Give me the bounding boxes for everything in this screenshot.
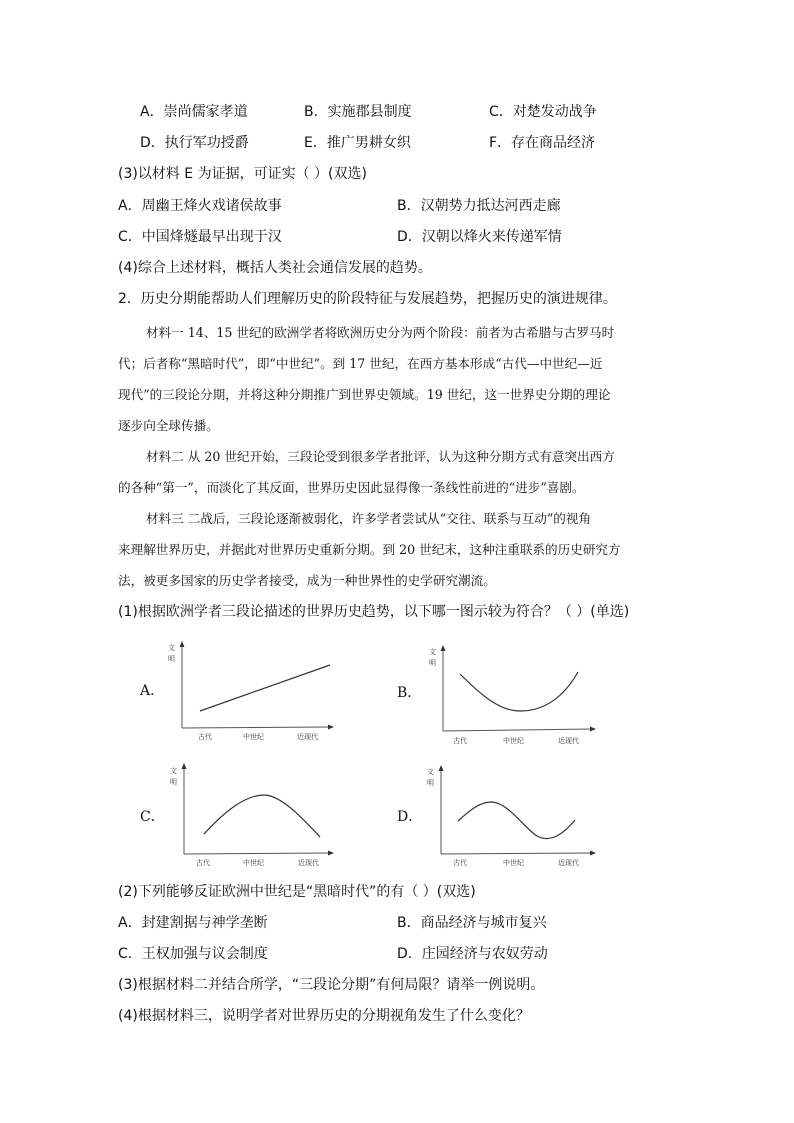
chart-c-xtick-0: 古代: [196, 859, 210, 867]
option-f: F．存在商品经济: [489, 135, 596, 151]
chart-d-ylabel-1: 文: [427, 768, 434, 776]
chart-d-xtick-1: 中世纪: [503, 859, 524, 867]
q2-stem: 2．历史分期能帮助人们理解历史的阶段特征与发展趋势，把握历史的演进规律。: [118, 291, 617, 307]
chart-d: [420, 758, 610, 870]
chart-a-xtick-2: 近现代: [297, 733, 318, 741]
q1-sub4-prompt: (4)综合上述材料，概括人类社会通信发展的趋势。: [118, 260, 432, 276]
chart-a-ylabel-2: 明: [168, 655, 175, 663]
material-1-line: 现代”的三段论分期，并将这种分期推广到世界史领域。19 世纪，这一世界史分期的理论: [118, 387, 611, 402]
chart-a-ylabel-1: 文: [168, 644, 175, 652]
q2-sub2-option-d: D．庄园经济与农奴劳动: [397, 946, 548, 962]
chart-c-letter: C．: [140, 809, 165, 825]
chart-d-xtick-0: 古代: [453, 859, 467, 867]
q2-sub4-prompt: (4)根据材料三，说明学者对世界历史的分期视角发生了什么变化？: [118, 1008, 530, 1024]
chart-a-letter: A．: [140, 683, 165, 699]
material-3-line: 来理解世界历史，并据此对世界历史重新分期。到 20 世纪末，这种注重联系的历史研究方: [118, 542, 621, 557]
q2-sub1-prompt: (1)根据欧洲学者三段论描述的世界历史趋势，以下哪一图示较为符合？（ ）(单选): [118, 604, 630, 620]
chart-b-xtick-0: 古代: [453, 737, 467, 745]
material-2-line: 材料二 从 20 世纪开始，三段论受到很多学者批评，认为这种分期方式有意突出西方: [146, 449, 615, 464]
chart-d-ylabel-2: 明: [427, 779, 434, 787]
q1-sub3-option-c: C．中国烽燧最早出现于汉: [118, 229, 282, 245]
option-e: E．推广男耕女织: [304, 135, 411, 151]
chart-b: [420, 640, 610, 750]
option-c: C．对楚发动战争: [489, 104, 597, 120]
material-1-line: 逐步向全球传播。: [118, 418, 219, 433]
q1-sub3-option-d: D．汉朝以烽火来传递军情: [397, 229, 562, 245]
chart-a-xtick-1: 中世纪: [243, 733, 264, 741]
chart-c-xtick-1: 中世纪: [243, 859, 264, 867]
q2-sub2-prompt: (2)下列能够反证欧洲中世纪是“黑暗时代”的有（ ）(双选): [118, 884, 476, 900]
q2-sub2-option-c: C．王权加强与议会制度: [118, 946, 268, 962]
material-3-line: 法，被更多国家的历史学者接受，成为一种世界性的史学研究潮流。: [118, 573, 496, 588]
chart-d-xtick-2: 近现代: [558, 859, 579, 867]
option-d: D．执行军功授爵: [140, 135, 249, 151]
chart-c: [160, 758, 350, 868]
material-3-line: 材料三 二战后，三段论逐渐被弱化，许多学者尝试从“交往、联系与互动”的视角: [146, 511, 592, 526]
option-b: B．实施郡县制度: [304, 104, 412, 120]
chart-b-xtick-2: 近现代: [558, 737, 579, 745]
chart-c-ylabel-2: 明: [170, 778, 177, 786]
chart-b-ylabel-1: 文: [429, 648, 436, 656]
q2-sub2-option-b: B．商品经济与城市复兴: [397, 915, 547, 931]
chart-c-ylabel-1: 文: [170, 767, 177, 775]
option-a: A．崇尚儒家孝道: [140, 104, 248, 120]
q2-sub2-option-a: A．封建割据与神学垄断: [118, 915, 268, 931]
q1-sub3-option-a: A．周幽王烽火戏诸侯故事: [118, 198, 282, 214]
chart-a: [160, 638, 350, 746]
chart-b-letter: B．: [397, 685, 422, 701]
material-2-line: 的各种“第一”，而淡化了其反面，世界历史因此显得像一条线性前进的“进步”喜剧。: [118, 480, 585, 495]
chart-c-xtick-2: 近现代: [298, 859, 319, 867]
chart-d-letter: D．: [397, 809, 423, 825]
material-1-line: 材料一 14、15 世纪的欧洲学者将欧洲历史分为两个阶段：前者为古希腊与古罗马时: [146, 325, 615, 340]
chart-b-xtick-1: 中世纪: [503, 737, 524, 745]
q1-sub3-option-b: B．汉朝势力抵达河西走廊: [397, 198, 561, 214]
q1-sub3-prompt: (3)以材料 E 为证据，可证实（ ）(双选): [118, 166, 367, 182]
chart-a-xtick-0: 古代: [198, 733, 212, 741]
q2-sub3-prompt: (3)根据材料二并结合所学，“三段论分期”有何局限？请举一例说明。: [118, 977, 545, 993]
chart-b-ylabel-2: 明: [429, 659, 436, 667]
material-1-line: 代；后者称“黑暗时代”，即“中世纪”。到 17 世纪，在西方基本形成“古代—中世纪—近: [118, 356, 603, 371]
